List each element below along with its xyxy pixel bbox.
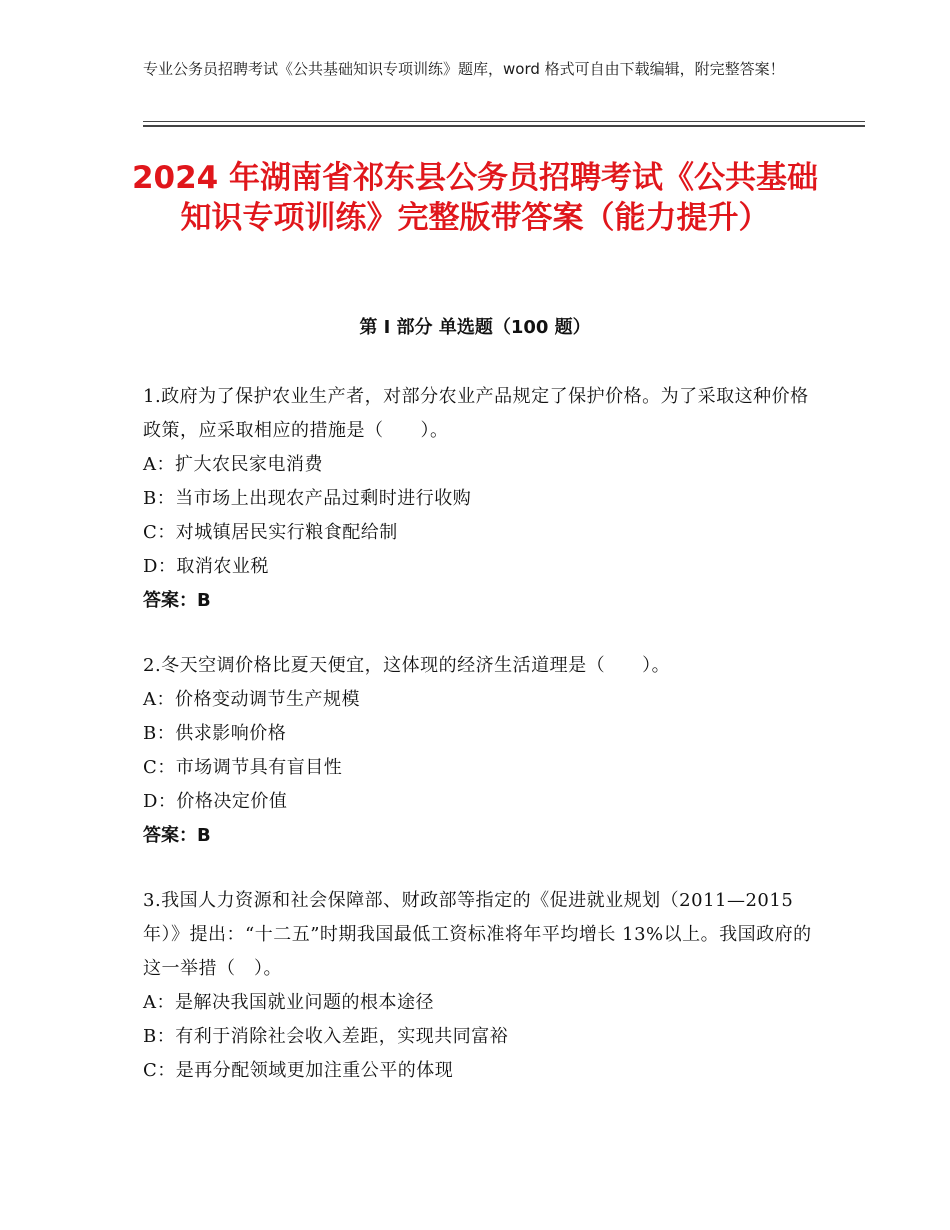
document-title: 2024 年湖南省祁东县公务员招聘考试《公共基础知识专项训练》完整版带答案（能力提升）	[131, 160, 819, 236]
option-a: A：是解决我国就业问题的根本途径	[143, 992, 434, 1013]
option-b: B：供求影响价格	[143, 723, 287, 744]
section-title: 第 I 部分 单选题（100 题）	[359, 317, 591, 338]
option-c: C：对城镇居民实行粮食配给制	[143, 522, 398, 543]
option-a: A：价格变动调节生产规模	[143, 689, 360, 710]
option-a: A：扩大农民家电消费	[143, 454, 323, 475]
question-3	[143, 884, 813, 1088]
header-rule	[143, 121, 865, 127]
answer: 答案：B	[143, 825, 211, 846]
question-1	[143, 380, 813, 618]
question-list	[143, 380, 813, 1119]
header-note: 专业公务员招聘考试《公共基础知识专项训练》题库，word 格式可自由下载编辑，附完整答案！	[143, 60, 785, 78]
question-stem: 1.政府为了保护农业生产者，对部分农业产品规定了保护价格。为了采取这种价格政策，应采取相应的措施是（ ）。	[143, 386, 809, 441]
question-2	[143, 649, 813, 853]
option-d: D：取消农业税	[143, 556, 269, 577]
option-b: B：有利于消除社会收入差距，实现共同富裕	[143, 1026, 509, 1047]
option-b: B：当市场上出现农产品过剩时进行收购	[143, 488, 472, 509]
option-c: C：是再分配领域更加注重公平的体现	[143, 1060, 454, 1081]
answer: 答案：B	[143, 590, 211, 611]
question-stem: 3.我国人力资源和社会保障部、财政部等指定的《促进就业规划（2011—2015 年）》提出：“十二五”时期我国最低工资标准将年平均增长 13%以上。我国政府的这一举措（ ）。	[143, 890, 812, 979]
option-d: D：价格决定价值	[143, 791, 288, 812]
question-stem: 2.冬天空调价格比夏天便宜，这体现的经济生活道理是（ ）。	[143, 655, 671, 676]
option-c: C：市场调节具有盲目性	[143, 757, 343, 778]
